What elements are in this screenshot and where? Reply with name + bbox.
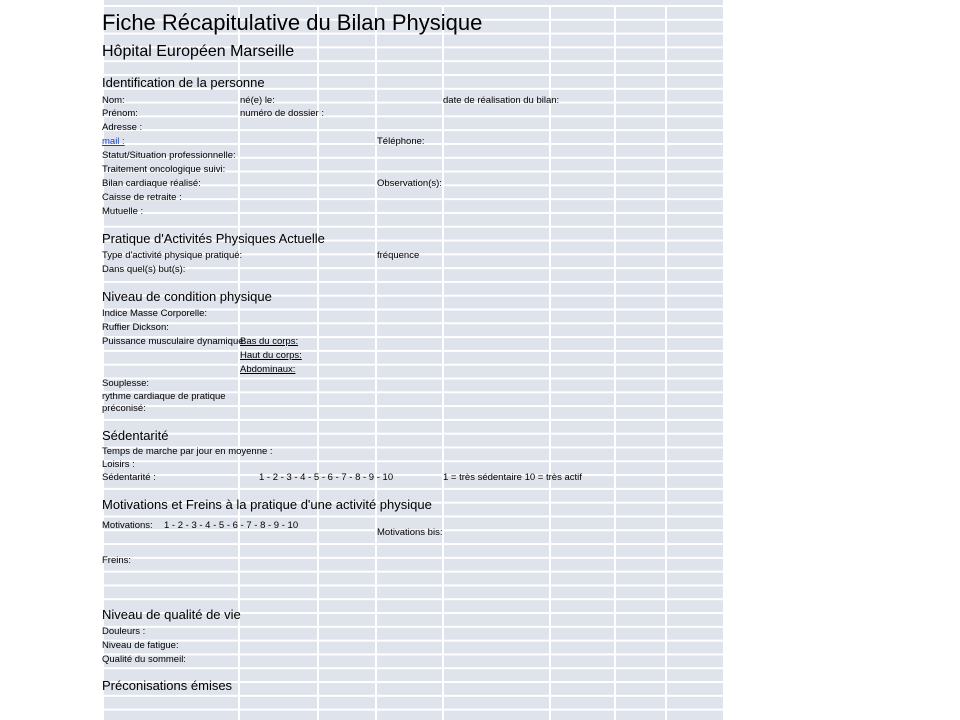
column-divider bbox=[375, 5, 377, 720]
label-fatigue: Niveau de fatigue: bbox=[102, 640, 179, 651]
section-identification-heading: Identification de la personne bbox=[102, 75, 265, 90]
label-type-activite: Type d'activité physique pratiqué: bbox=[102, 250, 243, 261]
label-souplesse: Souplesse: bbox=[102, 378, 150, 389]
label-adresse: Adresse : bbox=[102, 122, 143, 133]
column-divider bbox=[442, 5, 444, 720]
label-nom: Nom: bbox=[102, 95, 125, 106]
section-condition-heading: Niveau de condition physique bbox=[102, 289, 272, 304]
sedentarite-scale-legend: 1 = très sédentaire 10 = très actif bbox=[443, 472, 582, 483]
label-douleurs: Douleurs : bbox=[102, 626, 146, 637]
label-sedentarite: Sédentarité : bbox=[102, 472, 156, 483]
label-motivations-bis: Motivations bis: bbox=[377, 527, 443, 538]
section-sedentarite-heading: Sédentarité bbox=[102, 428, 169, 443]
label-puissance: Puissance musculaire dynamique: bbox=[102, 336, 247, 347]
label-numero-dossier: numéro de dossier : bbox=[240, 108, 324, 119]
label-statut: Statut/Situation professionnelle: bbox=[102, 150, 236, 161]
label-sommeil: Qualité du sommeil: bbox=[102, 654, 186, 665]
label-ne-le: né(e) le: bbox=[240, 95, 275, 106]
section-preconisations-heading: Préconisations émises bbox=[102, 678, 233, 693]
label-bas-du-corps: Bas du corps: bbox=[240, 336, 299, 347]
section-qualite-heading: Niveau de qualité de vie bbox=[102, 607, 241, 622]
label-caisse-retraite: Caisse de retraite : bbox=[102, 192, 182, 203]
label-traitement: Traitement oncologique suivi: bbox=[102, 164, 226, 175]
mail-link[interactable]: mail : bbox=[102, 136, 125, 147]
label-abdominaux: Abdominaux: bbox=[240, 364, 296, 375]
label-imc: Indice Masse Corporelle: bbox=[102, 308, 208, 319]
label-rythme-line1: rythme cardiaque de pratique bbox=[102, 391, 226, 402]
label-temps-marche: Temps de marche par jour en moyenne : bbox=[102, 446, 273, 457]
sedentarite-scale: 1 - 2 - 3 - 4 - 5 - 6 - 7 - 8 - 9 - 10 bbox=[259, 472, 394, 483]
label-freins: Freins: bbox=[102, 555, 132, 566]
column-divider bbox=[549, 5, 551, 720]
label-observations: Observation(s): bbox=[377, 178, 442, 189]
label-date-bilan: date de réalisation du bilan: bbox=[443, 95, 560, 106]
label-frequence: fréquence bbox=[377, 250, 420, 261]
label-telephone: Téléphone: bbox=[377, 136, 425, 147]
label-motivations: Motivations: bbox=[102, 520, 153, 531]
label-bilan-cardiaque: Bilan cardiaque réalisé: bbox=[102, 178, 201, 189]
label-buts: Dans quel(s) but(s): bbox=[102, 264, 186, 275]
label-loisirs: Loisirs : bbox=[102, 459, 135, 470]
page-subtitle: Hôpital Européen Marseille bbox=[102, 43, 295, 60]
page-title: Fiche Récapitulative du Bilan Physique bbox=[102, 10, 483, 35]
column-divider bbox=[665, 5, 667, 720]
label-ruffier: Ruffier Dickson: bbox=[102, 322, 169, 333]
label-haut-du-corps: Haut du corps: bbox=[240, 350, 302, 361]
motivations-scale: 1 - 2 - 3 - 4 - 5 - 6 - 7 - 8 - 9 - 10 bbox=[164, 520, 299, 531]
label-prenom: Prénom: bbox=[102, 108, 138, 119]
section-pratique-heading: Pratique d'Activités Physiques Actuelle bbox=[102, 231, 325, 246]
section-motivations-heading: Motivations et Freins à la pratique d'une activité physique bbox=[102, 497, 432, 512]
label-rythme-line2: préconisé: bbox=[102, 403, 146, 414]
label-mutuelle: Mutuelle : bbox=[102, 206, 144, 217]
column-divider bbox=[614, 5, 616, 720]
